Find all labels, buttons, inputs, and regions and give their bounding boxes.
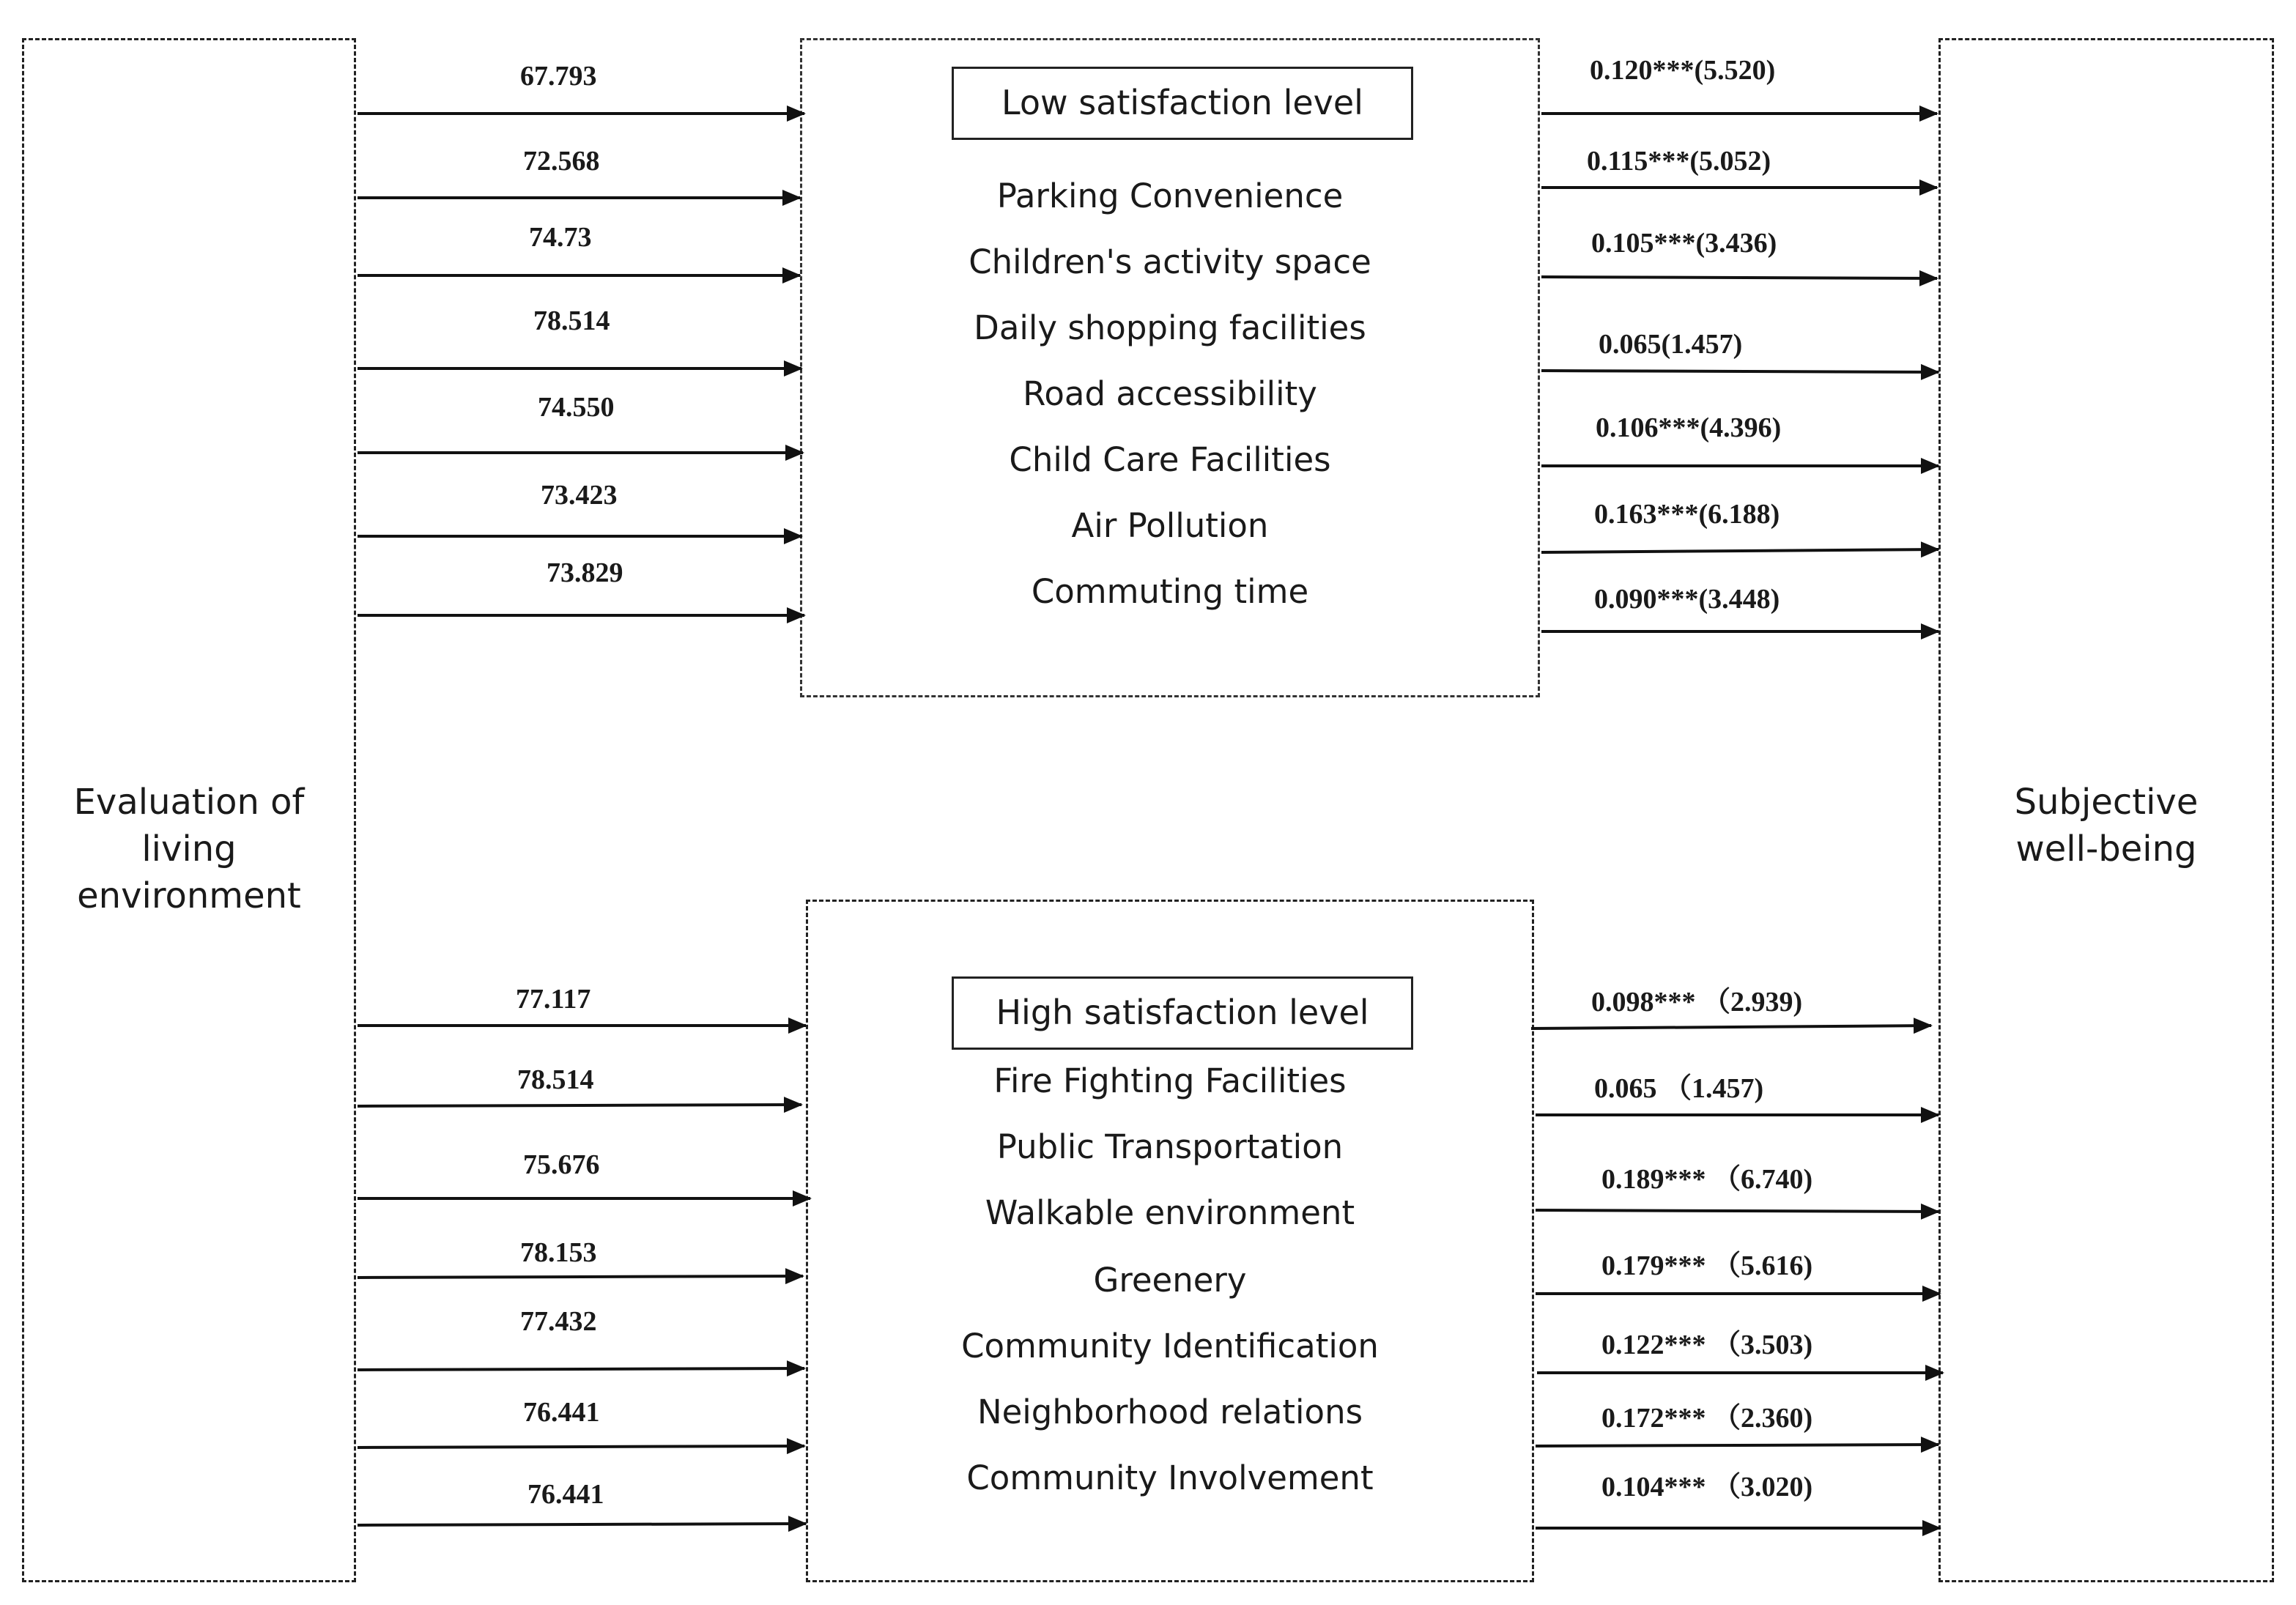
high-right-value-1: 0.098*** （2.939) [1591, 987, 1803, 1018]
high-right-value-3: 0.189*** （6.740) [1601, 1164, 1813, 1195]
high-item-greenery: Greenery [1093, 1261, 1247, 1300]
low-item-daily-shopping-facilities: Daily shopping facilities [974, 308, 1366, 347]
high-right-value-7: 0.104*** （3.020) [1601, 1472, 1813, 1502]
arrow-left-high-2 [358, 1105, 801, 1106]
high-left-value-1: 77.117 [516, 984, 591, 1015]
low-item-road-accessibility: Road accessibility [1023, 374, 1317, 413]
left-node-label-line-1: Evaluation of [73, 782, 305, 823]
high-left-value-3: 75.676 [523, 1149, 600, 1180]
low-right-value-4: 0.065(1.457) [1599, 329, 1743, 360]
low-item-air-pollution: Air Pollution [1071, 506, 1269, 545]
high-left-value-5: 77.432 [520, 1306, 597, 1337]
low-right-value-7: 0.090***(3.448) [1594, 584, 1780, 615]
left-node-label-line-3: environment [77, 875, 301, 916]
low-left-value-3: 74.73 [529, 222, 592, 253]
low-left-value-1: 67.793 [520, 61, 597, 92]
arrow-right-low-6 [1541, 549, 1938, 552]
high-item-neighborhood-relations: Neighborhood relations [977, 1393, 1363, 1431]
high-item-public-transportation: Public Transportation [996, 1127, 1344, 1166]
low-item-childrens-activity-space: Children's activity space [969, 242, 1371, 281]
low-left-value-4: 78.514 [533, 305, 610, 336]
high-left-value-4: 78.153 [520, 1237, 597, 1268]
high-right-value-5: 0.122*** （3.503) [1601, 1330, 1813, 1360]
high-satisfaction-title: High satisfaction level [952, 976, 1413, 1050]
low-right-value-1: 0.120***(5.520) [1590, 55, 1776, 86]
low-item-commuting-time: Commuting time [1031, 572, 1309, 611]
high-left-value-7: 76.441 [527, 1479, 604, 1510]
low-satisfaction-title: Low satisfaction level [952, 67, 1413, 140]
low-item-child-care-facilities: Child Care Facilities [1009, 440, 1331, 479]
high-left-value-2: 78.514 [517, 1064, 594, 1095]
low-right-value-2: 0.115***(5.052) [1587, 146, 1771, 177]
low-left-value-6: 73.423 [541, 480, 618, 511]
arrow-right-low-4 [1541, 371, 1938, 372]
arrow-left-high-5 [358, 1368, 804, 1370]
high-item-community-identification: Community Identification [961, 1327, 1379, 1365]
arrow-left-high-4 [358, 1276, 803, 1278]
high-item-walkable-environment: Walkable environment [985, 1193, 1355, 1232]
low-right-value-3: 0.105***(3.436) [1591, 228, 1777, 259]
arrow-right-high-1 [1531, 1026, 1931, 1028]
arrow-right-high-3 [1536, 1210, 1938, 1212]
low-left-value-5: 74.550 [538, 392, 615, 423]
low-item-parking-convenience: Parking Convenience [996, 177, 1344, 215]
arrow-right-low-3 [1541, 277, 1937, 278]
right-node-label-line-1: Subjective [2014, 782, 2199, 823]
high-left-value-6: 76.441 [523, 1397, 600, 1428]
low-right-value-5: 0.106***(4.396) [1596, 412, 1782, 443]
high-item-community-involvement: Community Involvement [966, 1458, 1374, 1497]
left-node-label-line-2: living [141, 829, 237, 870]
low-left-value-2: 72.568 [523, 146, 600, 177]
right-node-label-line-2: well-being [2015, 829, 2197, 870]
arrow-right-high-6 [1536, 1445, 1938, 1446]
high-item-fire-fighting-facilities: Fire Fighting Facilities [993, 1061, 1347, 1100]
low-right-value-6: 0.163***(6.188) [1594, 499, 1780, 530]
low-left-value-7: 73.829 [547, 557, 623, 588]
high-right-value-6: 0.172*** （2.360) [1601, 1403, 1813, 1434]
high-right-value-4: 0.179*** （5.616) [1601, 1250, 1813, 1281]
high-right-value-2: 0.065 （1.457) [1594, 1073, 1764, 1104]
arrow-left-high-7 [358, 1524, 806, 1525]
arrow-left-high-6 [358, 1446, 804, 1448]
